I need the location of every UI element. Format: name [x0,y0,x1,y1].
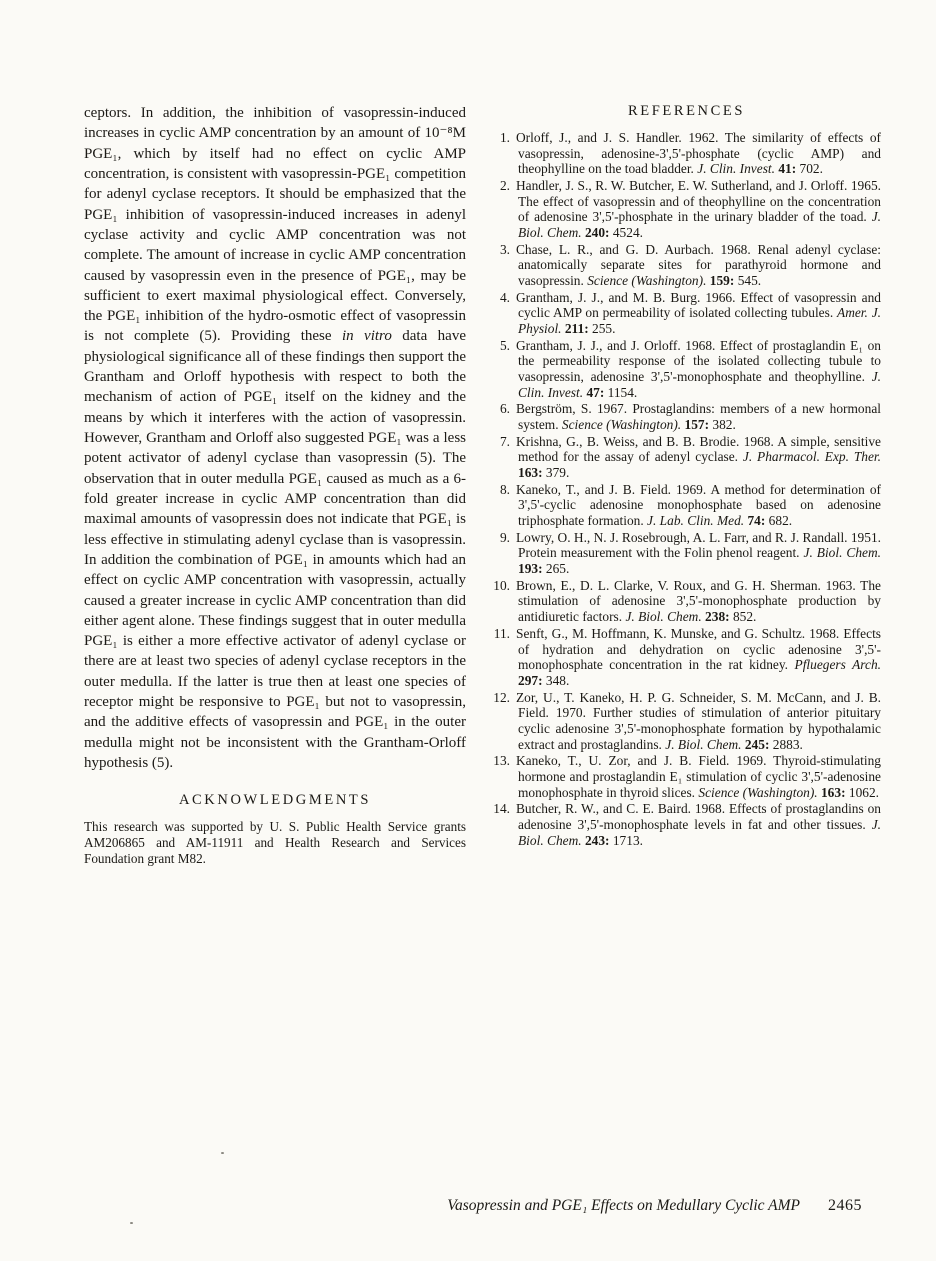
text-segment: Lowry, O. H., N. J. Rosebrough, A. L. Farr, and R. J. Randall. 1951. Protein measurement with the Folin phenol reagent. [516,529,881,561]
text-segment: 163: [817,784,846,800]
text-segment: J. Lab. Clin. Med. [647,513,745,529]
text-segment: 193: [518,561,543,577]
text-segment: Orloff, J., and J. S. Handler. 1962. The similarity of effects of vasopressin, adenosine-3',5'-phosphate (cyclic AMP) and theophylline on the toad bladder. [516,130,881,177]
text-segment: J. Clin. Invest. [518,369,881,400]
text-segment: Amer. J. Physiol. [518,305,881,337]
text-segment: Kaneko, T., and J. B. Field. 1969. A method for determination of 3',5'-cyclic adenosine monophosphate based on adenosine triphosphate formation. [516,481,881,529]
reference-number: 2. [499,178,510,194]
reference-number: 13. [493,753,510,769]
text-segment: J. Biol. Chem. [803,545,881,561]
text-segment: Science (Washington). [698,784,818,800]
text-segment: J. Biol. Chem. [518,209,881,241]
text-segment: 240: [581,225,610,241]
reference-item [492,626,881,689]
text-segment: J. Clin. Invest. [697,161,775,177]
text-segment: Krishna, G., B. Weiss, and B. B. Brodie. 1968. A simple, sensitive method for the assay of adenyl cyclase. [516,433,881,465]
text-segment: Science (Washington). [561,417,682,433]
text-segment: 74: [744,513,766,529]
text-segment: 211: [561,321,589,337]
text-segment: 157: [681,417,710,433]
reference-item [492,434,881,481]
text-segment: 382. [709,417,736,433]
reference-number: 12. [493,689,510,705]
text-segment: Chase, L. R., and G. D. Aurbach. 1968. Renal adenyl cyclase: anatomically separate sites for parathyroid hormone and vasopressin. [516,241,881,289]
scan-speck [221,1152,224,1154]
reference-item [492,801,881,848]
reference-number: 4. [499,289,510,305]
text-segment: 852. [729,609,757,625]
reference-item [492,178,881,241]
text-segment: Bergström, S. 1967. Prostaglandins: members of a new hormonal system. [516,401,881,433]
reference-item [492,130,881,177]
text-segment: 348. [542,672,570,688]
text-segment: Grantham, J. J., and M. B. Burg. 1966. Effect of vasopressin and cyclic AMP on permeability of isolated collecting tubules. [516,289,881,321]
text-segment: in vitro [341,328,392,345]
text-segment: Zor, U., T. Kaneko, H. P. G. Schneider, S. M. McCann, and J. B. Field. 1970. Further studies of stimulation of anterior pituitary cyclic adenosine 3',5'-monophosphate formation by hypothalamic extract and prostaglandins. [516,689,881,752]
text-segment: 41: [774,161,797,177]
text-segment: data have physiological significance all of these findings then support the Grantham and Orloff hypothesis with respect to both the mechanism of action of PGE₁ itself on the kidney and the means by which it interferes with the action of vasopressin. However, Grantham and Orloff also suggested PGE₁ was a less potent activator of adenyl cyclase than vasopressin (5). The observation that in outer medulla PGE₁ caused as much as a 6-fold greater increase in cyclic AMP concentration than did maximal amounts of vasopressin does not indicate that PGE₁ is less effective in stimulating adenyl cyclase than is vasopressin. In addition the combination of PGE₁ in amounts which had an effect on cyclic AMP concentration with vasopressin, actually caused a greater increase in cyclic AMP concentration than did either agent alone. These findings suggest that in outer medulla PGE₁ is either a more effective activator of adenyl cyclase or there are at least two species of adenyl cyclase receptors in the outer medulla. If the latter is true then at least one species of receptor might be responsive to PGE₁ but not to vasopressin, and the additive effects of vasopressin and PGE₁ in the outer medulla might not be inconsistent with the Grantham-Orloff hypothesis (5). [84,328,466,771]
page-footer [447,1197,862,1215]
right-column [492,103,881,866]
text-segment: 545. [734,273,762,289]
references-list [492,130,881,848]
text-segment: Butcher, R. W., and C. E. Baird. 1968. Effects of prostaglandins on adenosine 3',5'-monophosphate levels in fat and other tissues. [516,801,881,832]
reference-number: 6. [499,401,510,417]
text-segment: 2883. [769,736,803,752]
reference-number: 7. [499,433,510,449]
body-paragraph [84,103,466,773]
page-number: 2465 [828,1197,862,1214]
text-segment: Senft, G., M. Hoffmann, K. Munske, and G. Schultz. 1968. Effects of hydration and dehydration on cyclic adenosine 3',5'-monophosphate concentration in the rat kidney. [516,625,881,673]
reference-number: 5. [499,337,510,353]
text-segment: Handler, J. S., R. W. Butcher, E. W. Sutherland, and J. Orloff. 1965. The effect of vasopressin and of theophylline on the concentration of adenosine 3',5'-phosphate in the urinary bladder of the toad. [516,178,881,225]
reference-number: 3. [499,241,510,257]
reference-number: 1. [499,130,510,145]
reference-number: 14. [493,801,510,817]
acknowledgments-heading: ACKNOWLEDGMENTS [178,792,372,809]
reference-item [492,401,881,432]
reference-item [492,690,881,753]
text-segment: Grantham, J. J., and J. Orloff. 1968. Effect of prostaglandin E₁ on the permeability response of the isolated collecting tubule to vasopressin, adenosine 3',5'-monophosphate and theophylline. [516,337,881,385]
reference-number: 10. [493,577,510,593]
reference-item [492,753,881,800]
text-segment: 245: [741,736,770,752]
text-segment: Science (Washington). [587,273,707,289]
text-segment: 265. [542,561,570,577]
text-segment: 1062. [845,784,880,800]
scan-speck [130,1222,133,1224]
reference-item [492,530,881,577]
text-segment: J. Pharmacol. Exp. Ther. [742,449,881,465]
text-segment: 238: [701,609,730,625]
text-segment: Kaneko, T., U. Zor, and J. B. Field. 1969. Thyroid-stimulating hormone and prostaglandin E₁ stimulation of cyclic 3',5'-adenosine monophosphate in thyroid slices. [516,753,881,800]
text-segment: 163: [518,465,543,481]
text-segment: 159: [706,273,735,289]
reference-item [492,290,881,337]
text-segment: 255. [588,321,616,337]
text-segment: 682. [765,513,793,529]
text-segment: 379. [542,465,570,481]
left-column [84,103,466,866]
text-segment: J. Biol. Chem. [518,816,881,848]
acknowledgments-text: This research was supported by U. S. Public Health Service grants AM206865 and AM-11911 and Health Research and Services Foundation grant M82. [84,819,466,866]
two-column-layout [84,103,881,866]
reference-number: 9. [499,529,510,545]
reference-number: 8. [499,481,510,497]
text-segment: 1154. [604,384,638,400]
text-segment: ceptors. In addition, the inhibition of vasopressin-induced increases in cyclic AMP concentration by an amount of 10⁻⁸M PGE₁, which by itself had no effect on cyclic AMP concentration, is consistent with vasopressin-PGE₁ competition for adenyl cyclase receptors. It should be emphasized that the PGE₁ inhibition of vasopressin-induced increases in adenyl cyclase activity and cyclic AMP concentration was not complete. The amount of increase in cyclic AMP concentration caused by vasopressin even in the presence of PGE₁, may be sufficient to exert maximal physiological effect. Conversely, the PGE₁ inhibition of the hydro-osmotic effect of vasopressin is not complete (5). Providing these [84,105,466,345]
text-segment: Pfluegers Arch. [794,657,881,673]
text-segment: 47: [583,384,605,400]
text-segment: 243: [581,832,610,848]
text-segment: 297: [518,672,543,688]
reference-number: 11. [493,625,510,641]
text-segment: J. Biol. Chem. [625,609,702,625]
running-title: Vasopressin and PGE₁ Effects on Medullary Cyclic AMP [447,1197,800,1214]
reference-item [492,578,881,625]
references-heading: REFERENCES [627,103,746,119]
text-segment: 702. [796,161,823,177]
text-segment: 1713. [609,832,643,848]
reference-item [492,482,881,529]
text-segment: J. Biol. Chem. [665,736,742,752]
text-segment: 4524. [609,225,643,241]
reference-item [492,338,881,401]
reference-item [492,242,881,289]
text-segment: Brown, E., D. L. Clarke, V. Roux, and G. H. Sherman. 1963. The stimulation of adenosine 3',5'-monophosphate production by antidiuretic factors. [516,577,881,625]
